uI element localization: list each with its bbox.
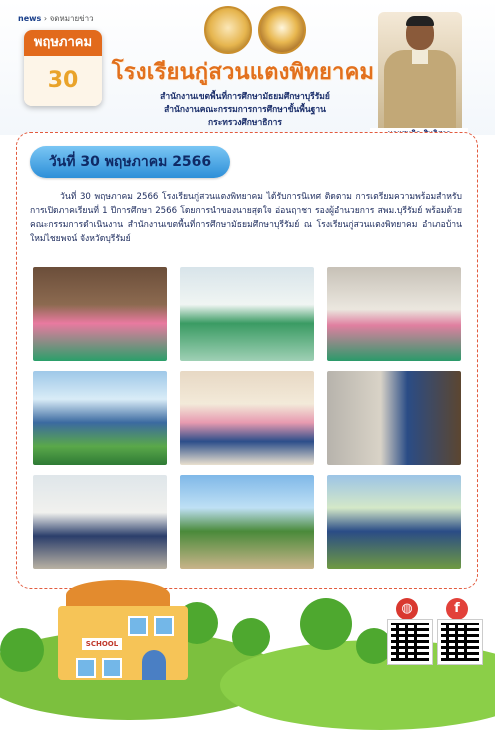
calendar-month: พฤษภาคม bbox=[24, 30, 102, 56]
director-portrait bbox=[378, 12, 462, 130]
photo-6 bbox=[327, 371, 461, 465]
facebook-qr-code[interactable] bbox=[438, 620, 482, 664]
school-window bbox=[128, 616, 148, 636]
photo-8 bbox=[180, 475, 314, 569]
office-line-3: กระทรวงศึกษาธิการ bbox=[208, 118, 282, 128]
facebook-icon[interactable]: f bbox=[446, 598, 468, 620]
school-sign: SCHOOL bbox=[82, 638, 122, 650]
school-window bbox=[102, 658, 122, 678]
tree-icon bbox=[232, 618, 270, 656]
office-line-1: สำนักงานเขตพื้นที่การศึกษามัธยมศึกษาบุรีรัมย์ bbox=[160, 92, 330, 102]
newsletter-tag-text: จดหมายข่าว bbox=[49, 14, 94, 23]
qr-pattern bbox=[441, 623, 479, 661]
photo-5 bbox=[180, 371, 314, 465]
school-door bbox=[142, 650, 166, 680]
photo-4 bbox=[33, 371, 167, 465]
website-qr-code[interactable] bbox=[388, 620, 432, 664]
article-body: วันที่ 30 พฤษภาคม 2566 โรงเรียนกู่สวนแตงพิทยาคม ได้รับการนิเทศ ติดตาม การเตรียมความพร้อมสำหรับการเปิดภาคเรียนที่ 1 ปีการศึกษา 2566 โดยการนำของนายสุดใจ อ่อนฤาชา รองผู้อำนวยการ สพม.บุรีรัมย์ พร้อมด้วยคณะกรรมการดำเนินงาน สำนักงานเขตพื้นที่การศึกษามัธยมศึกษาบุรีรัมย์ ณ โรงเรียนกู่สวนแตงพิทยาคม อำเภอบ้านใหม่ไชยพจน์ จังหวัดบุรีรัมย์ bbox=[30, 192, 462, 244]
photo-7 bbox=[33, 475, 167, 569]
date-heading: วันที่ 30 พฤษภาคม 2566 bbox=[30, 146, 230, 178]
tree-icon bbox=[0, 628, 44, 672]
school-window bbox=[76, 658, 96, 678]
tree-icon bbox=[300, 598, 352, 650]
school-title: โรงเรียนกู่สวนแตงพิทยาคม bbox=[111, 60, 375, 85]
photo-1 bbox=[33, 267, 167, 361]
portrait-collar bbox=[412, 50, 428, 64]
portrait-hair bbox=[406, 16, 434, 26]
calendar-day: 30 bbox=[24, 56, 102, 106]
school-emblem-icon bbox=[204, 6, 252, 54]
tree-icon bbox=[356, 628, 392, 664]
photo-9 bbox=[327, 475, 461, 569]
calendar-badge bbox=[24, 30, 102, 106]
newsletter-tag bbox=[18, 12, 94, 25]
qr-pattern bbox=[391, 623, 429, 661]
photo-2 bbox=[180, 267, 314, 361]
office-line-2: สำนักงานคณะกรรมการการศึกษาขั้นพื้นฐาน bbox=[164, 105, 326, 115]
office-emblem-icon bbox=[258, 6, 306, 54]
newsletter-tag-prefix: news bbox=[18, 14, 42, 23]
photo-3 bbox=[327, 267, 461, 361]
school-building-illustration bbox=[58, 580, 188, 680]
newsletter-tag-separator: › bbox=[43, 14, 50, 23]
globe-icon[interactable]: ◍ bbox=[396, 598, 418, 620]
school-window bbox=[154, 616, 174, 636]
